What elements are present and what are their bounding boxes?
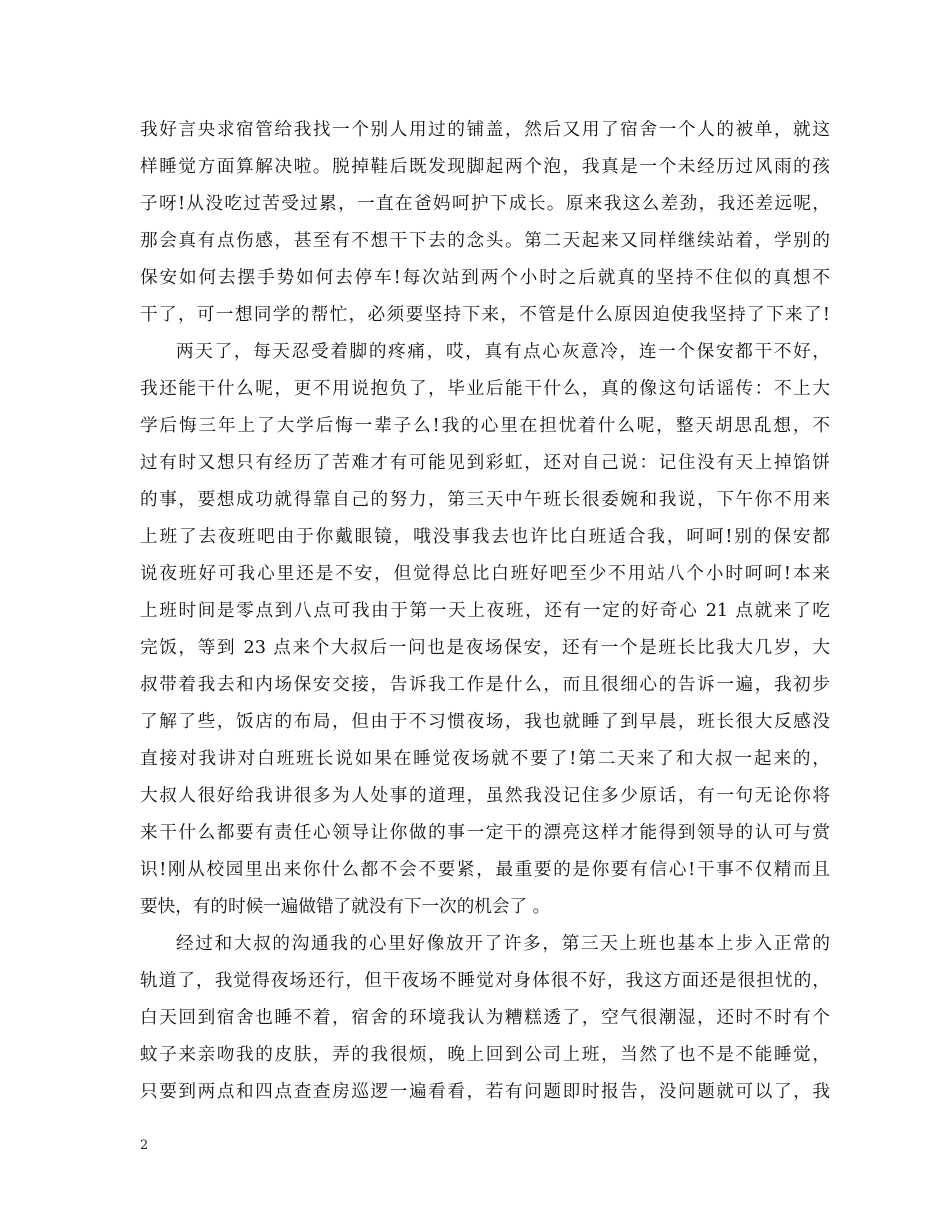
text-line: 轨道了，我觉得夜场还行，但干夜场不睡觉对身体很不好，我这方面还是很担忧的，: [140, 971, 830, 991]
text-line: 过有时又想只有经历了苦难才有可能见到彩虹，还对自己说：记住没有天上掉馅饼: [140, 453, 830, 473]
text-line: 说夜班好可我心里还是不安，但觉得总比白班好吧至少不用站八个小时呵呵!本来: [140, 564, 830, 584]
text-line: 学后悔三年上了大学后悔一辈子么!我的心里在担忧着什么呢，整天胡思乱想，不: [140, 416, 830, 436]
body-text: [140, 112, 830, 1111]
text-line: 保安如何去摆手势如何去停车!每次站到两个小时之后就真的坚持不住似的真想不: [140, 268, 830, 288]
page-number: 2: [140, 1138, 149, 1153]
text-line: 我还能干什么呢，更不用说抱负了，毕业后能干什么，真的像这句话谣传：不上大: [140, 379, 830, 399]
text-line: 直接对我讲对白班班长说如果在睡觉夜场就不要了!第二天来了和大叔一起来的，: [140, 749, 830, 769]
text-line: 要快，有的时候一遍做错了就没有下一次的机会了 。: [140, 897, 551, 917]
text-line: 上班了去夜班吧由于你戴眼镜，哦没事我去也许比白班适合我，呵呵!别的保安都: [140, 527, 830, 547]
text-line: 我好言央求宿管给我找一个别人用过的铺盖，然后又用了宿舍一个人的被单，就这: [140, 120, 830, 140]
text-line: 了解了些，饭店的布局，但由于不习惯夜场，我也就睡了到早晨，班长很大反感没: [140, 712, 830, 732]
text-line: 白天回到宿舍也睡不着，宿舍的环境我认为糟糕透了，空气很潮湿，还时不时有个: [140, 1008, 830, 1028]
text-line: 那会真有点伤感，甚至有不想干下去的念头。第二天起来又同样继续站着，学别的: [140, 231, 830, 251]
text-line: 蚊子来亲吻我的皮肤，弄的我很烦，晚上回到公司上班，当然了也不是不能睡觉，: [140, 1045, 830, 1065]
text-line: 的事，要想成功就得靠自己的努力，第三天中午班长很委婉和我说，下午你不用来: [140, 490, 830, 510]
text-line: 两天了，每天忍受着脚的疼痛，哎，真有点心灰意冷，连一个保安都干不好，: [176, 342, 830, 362]
text-line: 只要到两点和四点查查房巡逻一遍看看，若有问题即时报告，没问题就可以了，我: [140, 1082, 830, 1102]
text-line: 样睡觉方面算解决啦。脱掉鞋后既发现脚起两个泡，我真是一个未经历过风雨的孩: [140, 157, 830, 177]
text-line: 上班时间是零点到八点可我由于第一天上夜班，还有一定的好奇心 21 点就来了吃: [140, 601, 830, 621]
text-line: 子呀!从没吃过苦受过累，一直在爸妈呵护下成长。原来我这么差劲，我还差远呢，: [140, 194, 830, 214]
text-line: 识!刚从校园里出来你什么都不会不要紧，最重要的是你要有信心!干事不仅精而且: [140, 860, 830, 880]
text-line: 干了，可一想同学的帮忙，必须要坚持下来，不管是什么原因迫使我坚持了下来了!: [140, 305, 830, 325]
text-line: 叔带着我去和内场保安交接，告诉我工作是什么，而且很细心的告诉一遍，我初步: [140, 675, 830, 695]
text-line: 来干什么都要有责任心领导让你做的事一定干的漂亮这样才能得到领导的认可与赏: [140, 823, 830, 843]
text-line: 完饭，等到 23 点来个大叔后一问也是夜场保安，还有一个是班长比我大几岁，大: [140, 638, 830, 658]
text-line: 大叔人很好给我讲很多为人处事的道理，虽然我没记住多少原话，有一句无论你将: [140, 786, 830, 806]
text-line: 经过和大叔的沟通我的心里好像放开了许多，第三天上班也基本上步入正常的: [176, 934, 830, 954]
